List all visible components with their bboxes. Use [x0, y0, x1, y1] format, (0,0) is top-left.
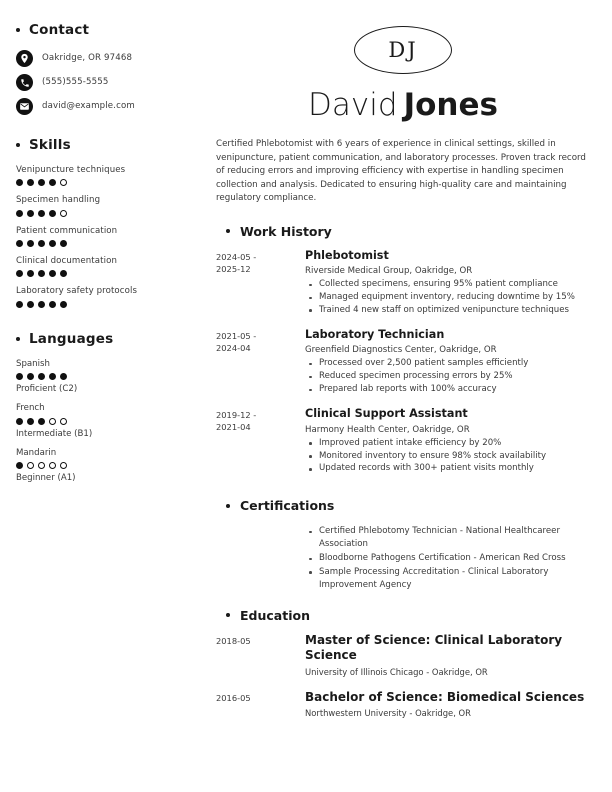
skills-list: [16, 165, 186, 309]
rating-dot: [60, 462, 67, 469]
bullet-icon: [16, 337, 20, 341]
language-level: Beginner (A1): [16, 473, 76, 484]
rating-dot: [49, 179, 56, 186]
monogram-badge: [354, 26, 452, 74]
rating-dot: [38, 270, 45, 277]
rating-dot: [27, 210, 34, 217]
rating-dot: [27, 270, 34, 277]
section-heading-certifications-label: Certifications: [240, 498, 335, 514]
skill-item: [16, 226, 186, 248]
skill-name: Clinical documentation: [16, 255, 118, 266]
skill-rating: [16, 209, 186, 218]
work-entry-bullets: [305, 278, 590, 317]
rating-dot: [27, 373, 34, 380]
bullet-icon: [16, 28, 20, 32]
work-entry-date-end: 2025-12: [216, 263, 251, 274]
work-entry-dates: [216, 407, 305, 475]
work-entry-bullets: [305, 357, 590, 396]
work-entry-dates: [216, 328, 305, 396]
rating-dot: [27, 179, 34, 186]
rating-dot: [38, 462, 45, 469]
work-entry: [216, 249, 590, 317]
language-level: Intermediate (B1): [16, 428, 93, 439]
language-name: French: [16, 403, 45, 414]
rating-dot: [38, 179, 45, 186]
rating-dot: [38, 373, 45, 380]
skill-rating: [16, 269, 186, 278]
main-content: [200, 0, 612, 731]
sidebar-heading-contact: [16, 22, 186, 38]
list-item: Bloodborne Pathogens Certification - American Red Cross: [305, 552, 590, 565]
skill-rating: [16, 300, 186, 309]
bullet-icon: [226, 504, 230, 508]
rating-dot: [16, 418, 23, 425]
language-name: Spanish: [16, 358, 50, 369]
location-pin-icon: [16, 50, 33, 67]
rating-dot: [49, 301, 56, 308]
section-heading-work-history-label: Work History: [240, 223, 332, 239]
language-rating: [16, 461, 186, 470]
last-name: Jones: [403, 87, 498, 123]
work-entry-date-start: 2019-12 -: [216, 410, 257, 421]
work-entry-organization: Harmony Health Center, Oakridge, OR: [305, 424, 470, 435]
education-entry-body: [305, 633, 590, 678]
section-heading-work-history: [216, 224, 590, 239]
professional-summary: Certified Phlebotomist with 6 years of experience in clinical settings, skilled in venipuncture, patient communication, and laboratory processes. Proven track record of reducing errors and improving efficiency with expertise in handling specimen collection and analysis. Dedicated to ensuring high-quality care and maintaining regulatory compliance.: [216, 139, 586, 204]
skill-item: [16, 165, 186, 187]
certifications-list: [305, 525, 590, 591]
contact-item-email: [16, 98, 186, 115]
skill-item: [16, 286, 186, 308]
list-item: Processed over 2,500 patient samples efficiently: [305, 357, 590, 370]
language-level: Proficient (C2): [16, 383, 78, 394]
rating-dot: [60, 210, 67, 217]
certifications-body: [305, 523, 590, 591]
rating-dot: [16, 301, 23, 308]
section-heading-certifications: [216, 498, 590, 513]
education-entry-body: [305, 690, 590, 720]
list-item: Monitored inventory to ensure 98% stock availability: [305, 450, 590, 463]
list-item: Collected specimens, ensuring 95% patient compliance: [305, 278, 590, 291]
work-entry: [216, 328, 590, 396]
language-item: [16, 359, 186, 395]
language-item: [16, 448, 186, 484]
sidebar-heading-languages: [16, 331, 186, 347]
contact-email-value: david@example.com: [42, 101, 135, 112]
rating-dot: [60, 301, 67, 308]
rating-dot: [16, 210, 23, 217]
rating-dot: [16, 240, 23, 247]
language-item: [16, 403, 186, 439]
section-heading-education-label: Education: [240, 607, 310, 623]
language-name: Mandarin: [16, 447, 57, 458]
monogram-initials: DJ: [388, 38, 418, 62]
spacer: [16, 317, 186, 331]
education-entry: [216, 690, 590, 720]
work-entry-date-end: 2021-04: [216, 422, 251, 433]
rating-dot: [16, 179, 23, 186]
rating-dot: [16, 373, 23, 380]
sidebar-heading-languages-label: Languages: [29, 330, 114, 347]
rating-dot: [38, 418, 45, 425]
work-entry-bullets: [305, 437, 590, 476]
work-entry-organization: Greenfield Diagnostics Center, Oakridge, OR: [305, 345, 497, 356]
rating-dot: [60, 373, 67, 380]
rating-dot: [49, 270, 56, 277]
sidebar-heading-skills: [16, 137, 186, 153]
list-item: Trained 4 new staff on optimized venipuncture techniques: [305, 304, 590, 317]
list-item: Updated records with 300+ patient visits monthly: [305, 462, 590, 475]
education-entry: [216, 633, 590, 678]
work-entry-date-start: 2024-05 -: [216, 251, 257, 262]
contact-item-phone: [16, 74, 186, 91]
contact-phone-value: (555)555-5555: [42, 77, 109, 88]
rating-dot: [49, 418, 56, 425]
work-entry: [216, 407, 590, 475]
rating-dot: [38, 301, 45, 308]
rating-dot: [49, 210, 56, 217]
section-heading-education: [216, 608, 590, 623]
work-entry-body: [305, 328, 590, 396]
rating-dot: [49, 373, 56, 380]
languages-list: [16, 359, 186, 484]
work-entry-body: [305, 249, 590, 317]
education-entry-degree: Bachelor of Science: Biomedical Sciences: [305, 689, 585, 704]
rating-dot: [60, 418, 67, 425]
rating-dot: [60, 240, 67, 247]
skill-item: [16, 256, 186, 278]
bullet-icon: [16, 143, 20, 147]
contact-list: [16, 50, 186, 115]
rating-dot: [49, 462, 56, 469]
contact-item-address: [16, 50, 186, 67]
work-entry-title: Clinical Support Assistant: [305, 407, 468, 421]
page-title: [216, 88, 590, 122]
rating-dot: [60, 179, 67, 186]
list-item: Certified Phlebotomy Technician - National Healthcareer Association: [305, 525, 590, 551]
skill-rating: [16, 239, 186, 248]
language-rating: [16, 372, 186, 381]
rating-dot: [16, 270, 23, 277]
work-entry-title: Phlebotomist: [305, 248, 389, 262]
skill-name: Specimen handling: [16, 195, 101, 206]
skill-item: [16, 195, 186, 217]
work-entry-date-end: 2024-04: [216, 342, 251, 353]
envelope-icon: [16, 98, 33, 115]
education-entry-date: 2018-05: [216, 635, 251, 646]
list-item: Improved patient intake efficiency by 20%: [305, 437, 590, 450]
sidebar-heading-skills-label: Skills: [29, 137, 71, 153]
monogram-container: [216, 26, 590, 74]
rating-dot: [49, 240, 56, 247]
list-item: Managed equipment inventory, reducing downtime by 15%: [305, 291, 590, 304]
skill-name: Laboratory safety protocols: [16, 286, 138, 297]
spacer: [216, 486, 590, 498]
contact-address-value: Oakridge, OR 97468: [42, 53, 133, 64]
rating-dot: [16, 462, 23, 469]
education-entry-degree: Master of Science: Clinical Laboratory Science: [305, 632, 563, 663]
rating-dot: [60, 270, 67, 277]
education-entry-school: Northwestern University - Oakridge, OR: [305, 708, 471, 719]
list-item: Sample Processing Accreditation - Clinical Laboratory Improvement Agency: [305, 566, 590, 592]
sidebar: [0, 0, 200, 492]
rating-dot: [38, 240, 45, 247]
list-item: Reduced specimen processing errors by 25%: [305, 370, 590, 383]
work-entry-dates: [216, 249, 305, 317]
education-entry-school: University of Illinois Chicago - Oakridge, OR: [305, 666, 488, 677]
work-entry-date-start: 2021-05 -: [216, 330, 257, 341]
skill-name: Patient communication: [16, 225, 118, 236]
rating-dot: [27, 462, 34, 469]
rating-dot: [27, 240, 34, 247]
rating-dot: [38, 210, 45, 217]
skill-rating: [16, 178, 186, 187]
skill-name: Venipuncture techniques: [16, 165, 126, 175]
bullet-icon: [226, 613, 230, 617]
first-name: David: [308, 87, 398, 123]
sidebar-heading-contact-label: Contact: [29, 22, 90, 38]
list-item: Prepared lab reports with 100% accuracy: [305, 383, 590, 396]
phone-icon: [16, 74, 33, 91]
work-entry-title: Laboratory Technician: [305, 327, 445, 341]
language-rating: [16, 417, 186, 426]
rating-dot: [27, 301, 34, 308]
work-entry-body: [305, 407, 590, 475]
education-entry-date: 2016-05: [216, 692, 251, 703]
bullet-icon: [226, 229, 230, 233]
rating-dot: [27, 418, 34, 425]
work-entry-organization: Riverside Medical Group, Oakridge, OR: [305, 266, 473, 277]
